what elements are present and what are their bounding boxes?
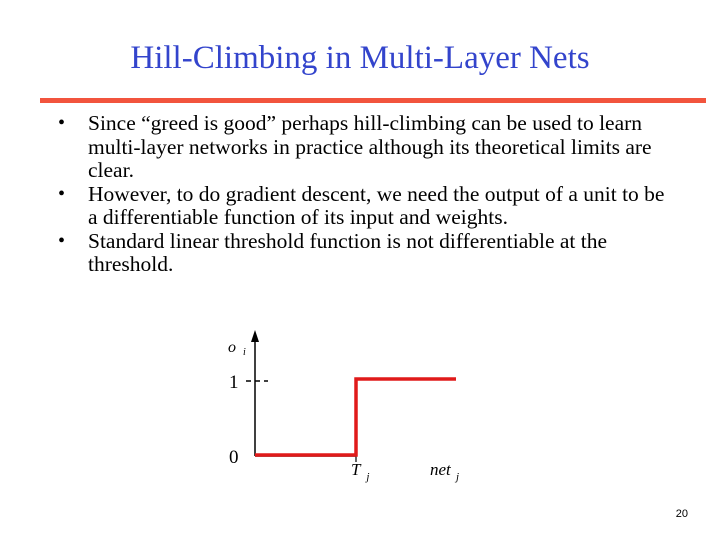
bullet-icon: • (58, 112, 66, 134)
bullet-icon: • (58, 229, 66, 252)
threshold-label-main: T (351, 460, 361, 479)
y-axis-arrow-icon (251, 330, 259, 342)
threshold-label (351, 460, 369, 483)
bullet-text: Since “greed is good” perhaps hill-climbing can be used to learn multi-layer networks in practice although its theoretical limits are clear. (88, 111, 652, 182)
step-function-line (255, 379, 456, 455)
threshold-label-sub: j (366, 471, 370, 483)
x-axis-label-sub: j (456, 471, 460, 483)
y-tick-high-label: 1 (229, 372, 239, 393)
y-axis-label (228, 339, 246, 358)
y-tick-low-label: 0 (229, 447, 239, 468)
y-axis-label-main: o (228, 339, 236, 356)
x-axis-label (430, 460, 459, 483)
page-number: 20 (675, 508, 688, 520)
bullet-icon: • (58, 182, 66, 205)
bullet-text: Standard linear threshold function is not differentiable at the threshold. (88, 228, 608, 276)
y-axis-label-sub: i (243, 347, 246, 358)
slide-title: Hill-Climbing in Multi-Layer Nets (130, 40, 590, 76)
bullet-text: However, to do gradient descent, we need the output of a unit to be a differentiable function of its input and weights. (88, 181, 665, 229)
x-axis-label-main: net (430, 460, 451, 479)
